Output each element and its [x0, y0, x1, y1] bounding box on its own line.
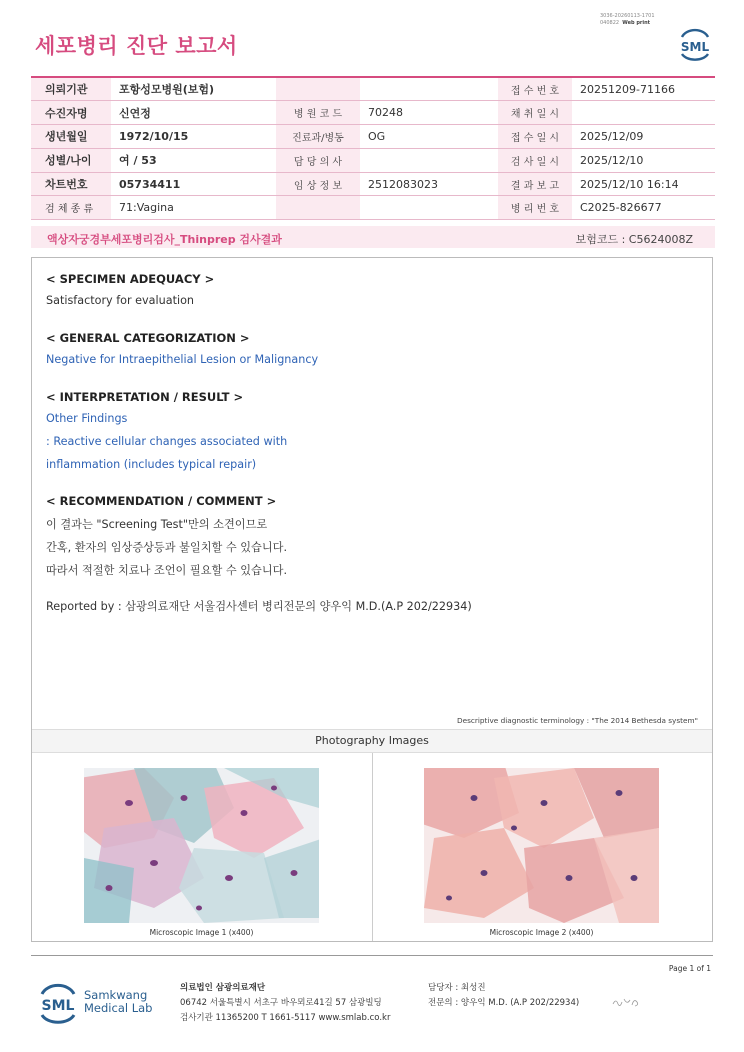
info-label-l1: 수진자명 [31, 101, 111, 125]
patient-info-row [31, 125, 715, 149]
foundation-contact: 검사기관 11365200 T 1661-5117 www.smlab.co.kr [180, 1013, 391, 1023]
foundation-address: 06742 서울특별시 서초구 바우뫼로41길 57 삼광빌딩 [180, 998, 382, 1008]
microscopic-image-2 [424, 768, 659, 923]
info-label-l1: 생년월일 [31, 125, 111, 149]
result-box [31, 257, 713, 942]
exam-name: 액상자궁경부세포병리검사_Thinprep 검사결과 [47, 233, 282, 246]
signature-image [611, 996, 641, 1008]
interpretation-line-3: inflammation (includes typical repair) [46, 458, 257, 471]
page-number: Page 1 of 1 [668, 964, 711, 973]
staff-info [428, 981, 579, 1011]
general-categorization-heading: < GENERAL CATEGORIZATION > [46, 331, 250, 345]
footer-rule [31, 955, 713, 956]
info-label-l3: 검 사 일 시 [498, 148, 572, 172]
info-value-v2 [360, 196, 498, 220]
info-label-l1: 성별/나이 [31, 148, 111, 172]
interpretation-heading: < INTERPRETATION / RESULT > [46, 390, 244, 404]
info-label-l3: 접 수 번 호 [498, 77, 572, 101]
info-label-l2: 담 당 의 사 [276, 148, 360, 172]
info-label-l2: 진료과/병동 [276, 125, 360, 149]
recommendation-line-1: 이 결과는 "Screening Test"만의 소견이므로 [46, 518, 268, 531]
staff-manager: 담당자 : 최성진 [428, 983, 486, 993]
info-value-v3: 2025/12/09 [572, 125, 715, 149]
print-code [600, 13, 660, 27]
sml-logo-icon [676, 27, 714, 61]
specimen-adequacy-heading: < SPECIMEN ADEQUACY > [46, 272, 215, 286]
foundation-info [180, 981, 390, 1026]
insurance-code: 보험코드 : C5624008Z [575, 233, 693, 246]
lab-name-line1: Samkwang [84, 988, 148, 1002]
info-label-l2 [276, 196, 360, 220]
bottom-logo-arc-bottom [42, 1015, 74, 1022]
info-label-l3: 결 과 보 고 [498, 172, 572, 196]
info-value-v1: 71:Vagina [111, 196, 276, 220]
recommendation-line-3: 따라서 적절한 치료나 조언이 필요할 수 있습니다. [46, 564, 288, 577]
caption-image-2: Microscopic Image 2 (x400) [489, 928, 594, 937]
patient-info-row [31, 172, 715, 196]
patient-info-row [31, 101, 715, 125]
patient-info-row [31, 148, 715, 172]
recommendation-line-2: 간혹, 환자의 임상증상등과 불일치할 수 있습니다. [46, 541, 288, 554]
specimen-adequacy-text: Satisfactory for evaluation [46, 294, 195, 307]
lab-name-line2: Medical Lab [84, 1001, 153, 1015]
info-value-v2 [360, 77, 498, 101]
print-code-line1: 3036-20260113-1701 [600, 13, 655, 19]
info-label-l1: 의뢰기관 [31, 77, 111, 101]
info-value-v3: 2025/12/10 [572, 148, 715, 172]
exam-bar [31, 226, 715, 248]
patient-info-table [31, 76, 715, 220]
logo-arc-top [682, 30, 708, 37]
info-value-v3: C2025-826677 [572, 196, 715, 220]
bethesda-note: Descriptive diagnostic terminology : "The 2014 Bethesda system" [456, 716, 698, 725]
info-value-v3: 2025/12/10 16:14 [572, 172, 715, 196]
info-value-v1: 여 / 53 [111, 148, 276, 172]
reported-by: Reported by : 삼광의료재단 서울검사센터 병리전문의 양우익 M.D.(A.P 202/22934) [46, 600, 472, 613]
report-title: 세포병리 진단 보고서 [35, 34, 238, 58]
recommendation-heading: < RECOMMENDATION / COMMENT > [46, 494, 277, 508]
info-value-v1: 1972/10/15 [111, 125, 276, 149]
bottom-logo-text: SML [41, 998, 75, 1014]
info-label-l2 [276, 77, 360, 101]
photography-header: Photography Images [32, 729, 712, 753]
cytology-image-1 [84, 768, 319, 923]
info-value-v3: 20251209-71166 [572, 77, 715, 101]
print-code-line2: 040822 [600, 20, 620, 26]
patient-info-row [31, 77, 715, 101]
info-value-v2 [360, 148, 498, 172]
interpretation-line-2: : Reactive cellular changes associated with [46, 435, 288, 448]
info-label-l1: 차트번호 [31, 172, 111, 196]
caption-image-1: Microscopic Image 1 (x400) [149, 928, 254, 937]
info-value-v1: 신연정 [111, 101, 276, 125]
info-value-v1: 05734411 [111, 172, 276, 196]
lab-name [84, 989, 152, 1015]
info-value-v3 [572, 101, 715, 125]
staff-pathologist: 전문의 : 양우익 M.D. (A.P 202/22934) [428, 998, 580, 1008]
info-label-l3: 접 수 일 시 [498, 125, 572, 149]
info-value-v2: 2512083023 [360, 172, 498, 196]
info-label-l3: 병 리 번 호 [498, 196, 572, 220]
microscopic-image-1 [84, 768, 319, 923]
info-label-l3: 채 취 일 시 [498, 101, 572, 125]
cytology-image-2 [424, 768, 659, 923]
web-print-label: Web print [622, 20, 651, 26]
logo-arc-bottom [682, 54, 708, 60]
info-label-l2: 임 상 정 보 [276, 172, 360, 196]
info-label-l2: 병 원 코 드 [276, 101, 360, 125]
samkwang-logo-icon [36, 980, 80, 1024]
info-label-l1: 검 체 종 류 [31, 196, 111, 220]
foundation-name: 의료법인 삼광의료재단 [180, 983, 266, 993]
info-value-v1: 포항성모병원(보험) [111, 77, 276, 101]
logo-text: SML [680, 40, 710, 54]
info-value-v2: OG [360, 125, 498, 149]
interpretation-line-1: Other Findings [46, 412, 128, 425]
info-value-v2: 70248 [360, 101, 498, 125]
patient-info-row [31, 196, 715, 220]
bottom-logo-arc-top [42, 985, 74, 994]
photo-divider [372, 753, 373, 941]
general-categorization-text: Negative for Intraepithelial Lesion or Malignancy [46, 353, 319, 366]
